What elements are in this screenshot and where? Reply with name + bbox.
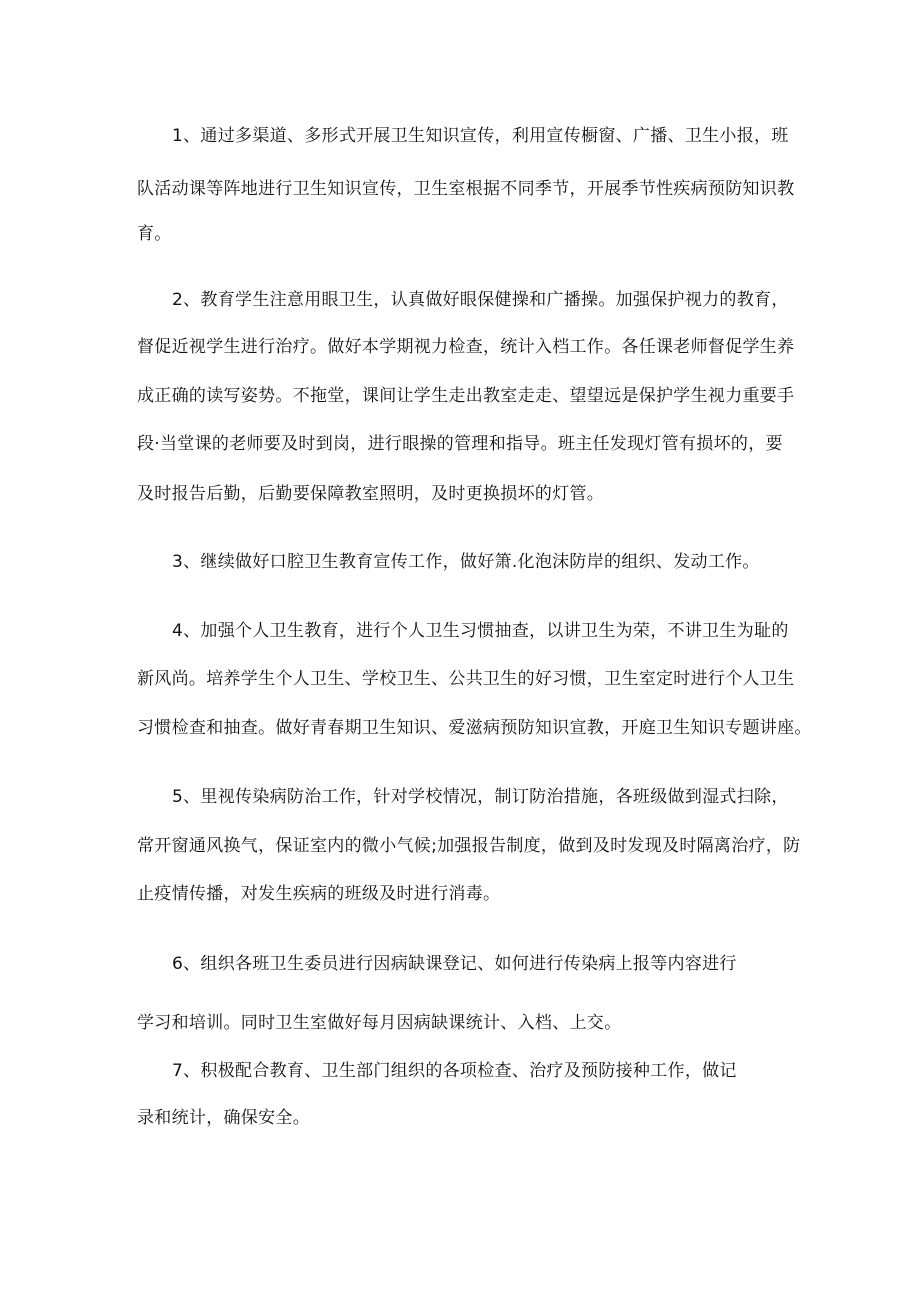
paragraph-6-line-1: 6、组织各班卫生委员进行因病缺课登记、如何进行传染病上报等内容进行 [172,954,737,974]
paragraph-2-line-1: 2、教育学生注意用眼卫生，认真做好眼保健操和广播操。加强保护视力的教育， [172,290,789,310]
paragraph-4-line-1: 4、加强个人卫生教育，进行个人卫生习惯抽查，以讲卫生为荣，不讲卫生为耻的 [172,621,789,641]
paragraph-5-line-2: 常开窗通风换气，保证室内的微小气候;加强报告制度，做到及时发现及时隔离治疗，防 [137,836,801,856]
paragraph-2-line-2: 督促近视学生进行治疗。做好本学期视力检查，统计入档工作。各任课老师督促学生养 [137,337,795,357]
paragraph-7-line-1: 7、积极配合教育、卫生部门组织的各项检查、治疗及预防接种工作，做记 [172,1061,737,1081]
paragraph-4-line-3: 习惯检查和抽查。做好青春期卫生知识、爱滋病预防知识宣教，开庭卫生知识专题讲座。 [137,718,812,738]
paragraph-3-line-1: 3、继续做好口腔卫生教育宣传工作，做好箫.化泡沫防岸的组织、发动工作。 [172,552,760,572]
paragraph-1-line-1: 1、通过多渠道、多形式开展卫生知识宣传，利用宣传橱窗、广播、卫生小报，班 [172,126,789,146]
paragraph-4-line-2: 新风尚。培养学生个人卫生、学校卫生、公共卫生的好习惯，卫生室定时进行个人卫生 [137,669,795,689]
paragraph-7-line-2: 录和统计，确保安全。 [137,1108,310,1128]
paragraph-1-line-2: 队活动课等阵地进行卫生知识宣传，卫生室根据不同季节，开展季节性疾病预防知识教 [137,179,795,199]
paragraph-2-line-5: 及时报告后勤，后勤要保障教室照明，及时更换损坏的灯管。 [137,484,605,504]
paragraph-2-line-4: 段·当堂课的老师要及时到岗，进行眼操的管理和指导。班主任发现灯管有损坏的，要 [137,434,783,454]
paragraph-2-line-3: 成正确的读写姿势。不拖堂，课间让学生走出教室走走、望望远是保护学生视力重要手 [137,386,795,406]
paragraph-6-line-2: 学习和培训。同时卫生室做好每月因病缺课统计、入档、上交。 [137,1013,622,1033]
paragraph-5-line-3: 止疫情传播，对发生疾病的班级及时进行消毒。 [137,884,501,904]
paragraph-5-line-1: 5、里视传染病防治工作，针对学校情况，制订防治措施，各班级做到湿式扫除， [172,787,789,807]
paragraph-1-line-3: 育。 [137,224,172,244]
